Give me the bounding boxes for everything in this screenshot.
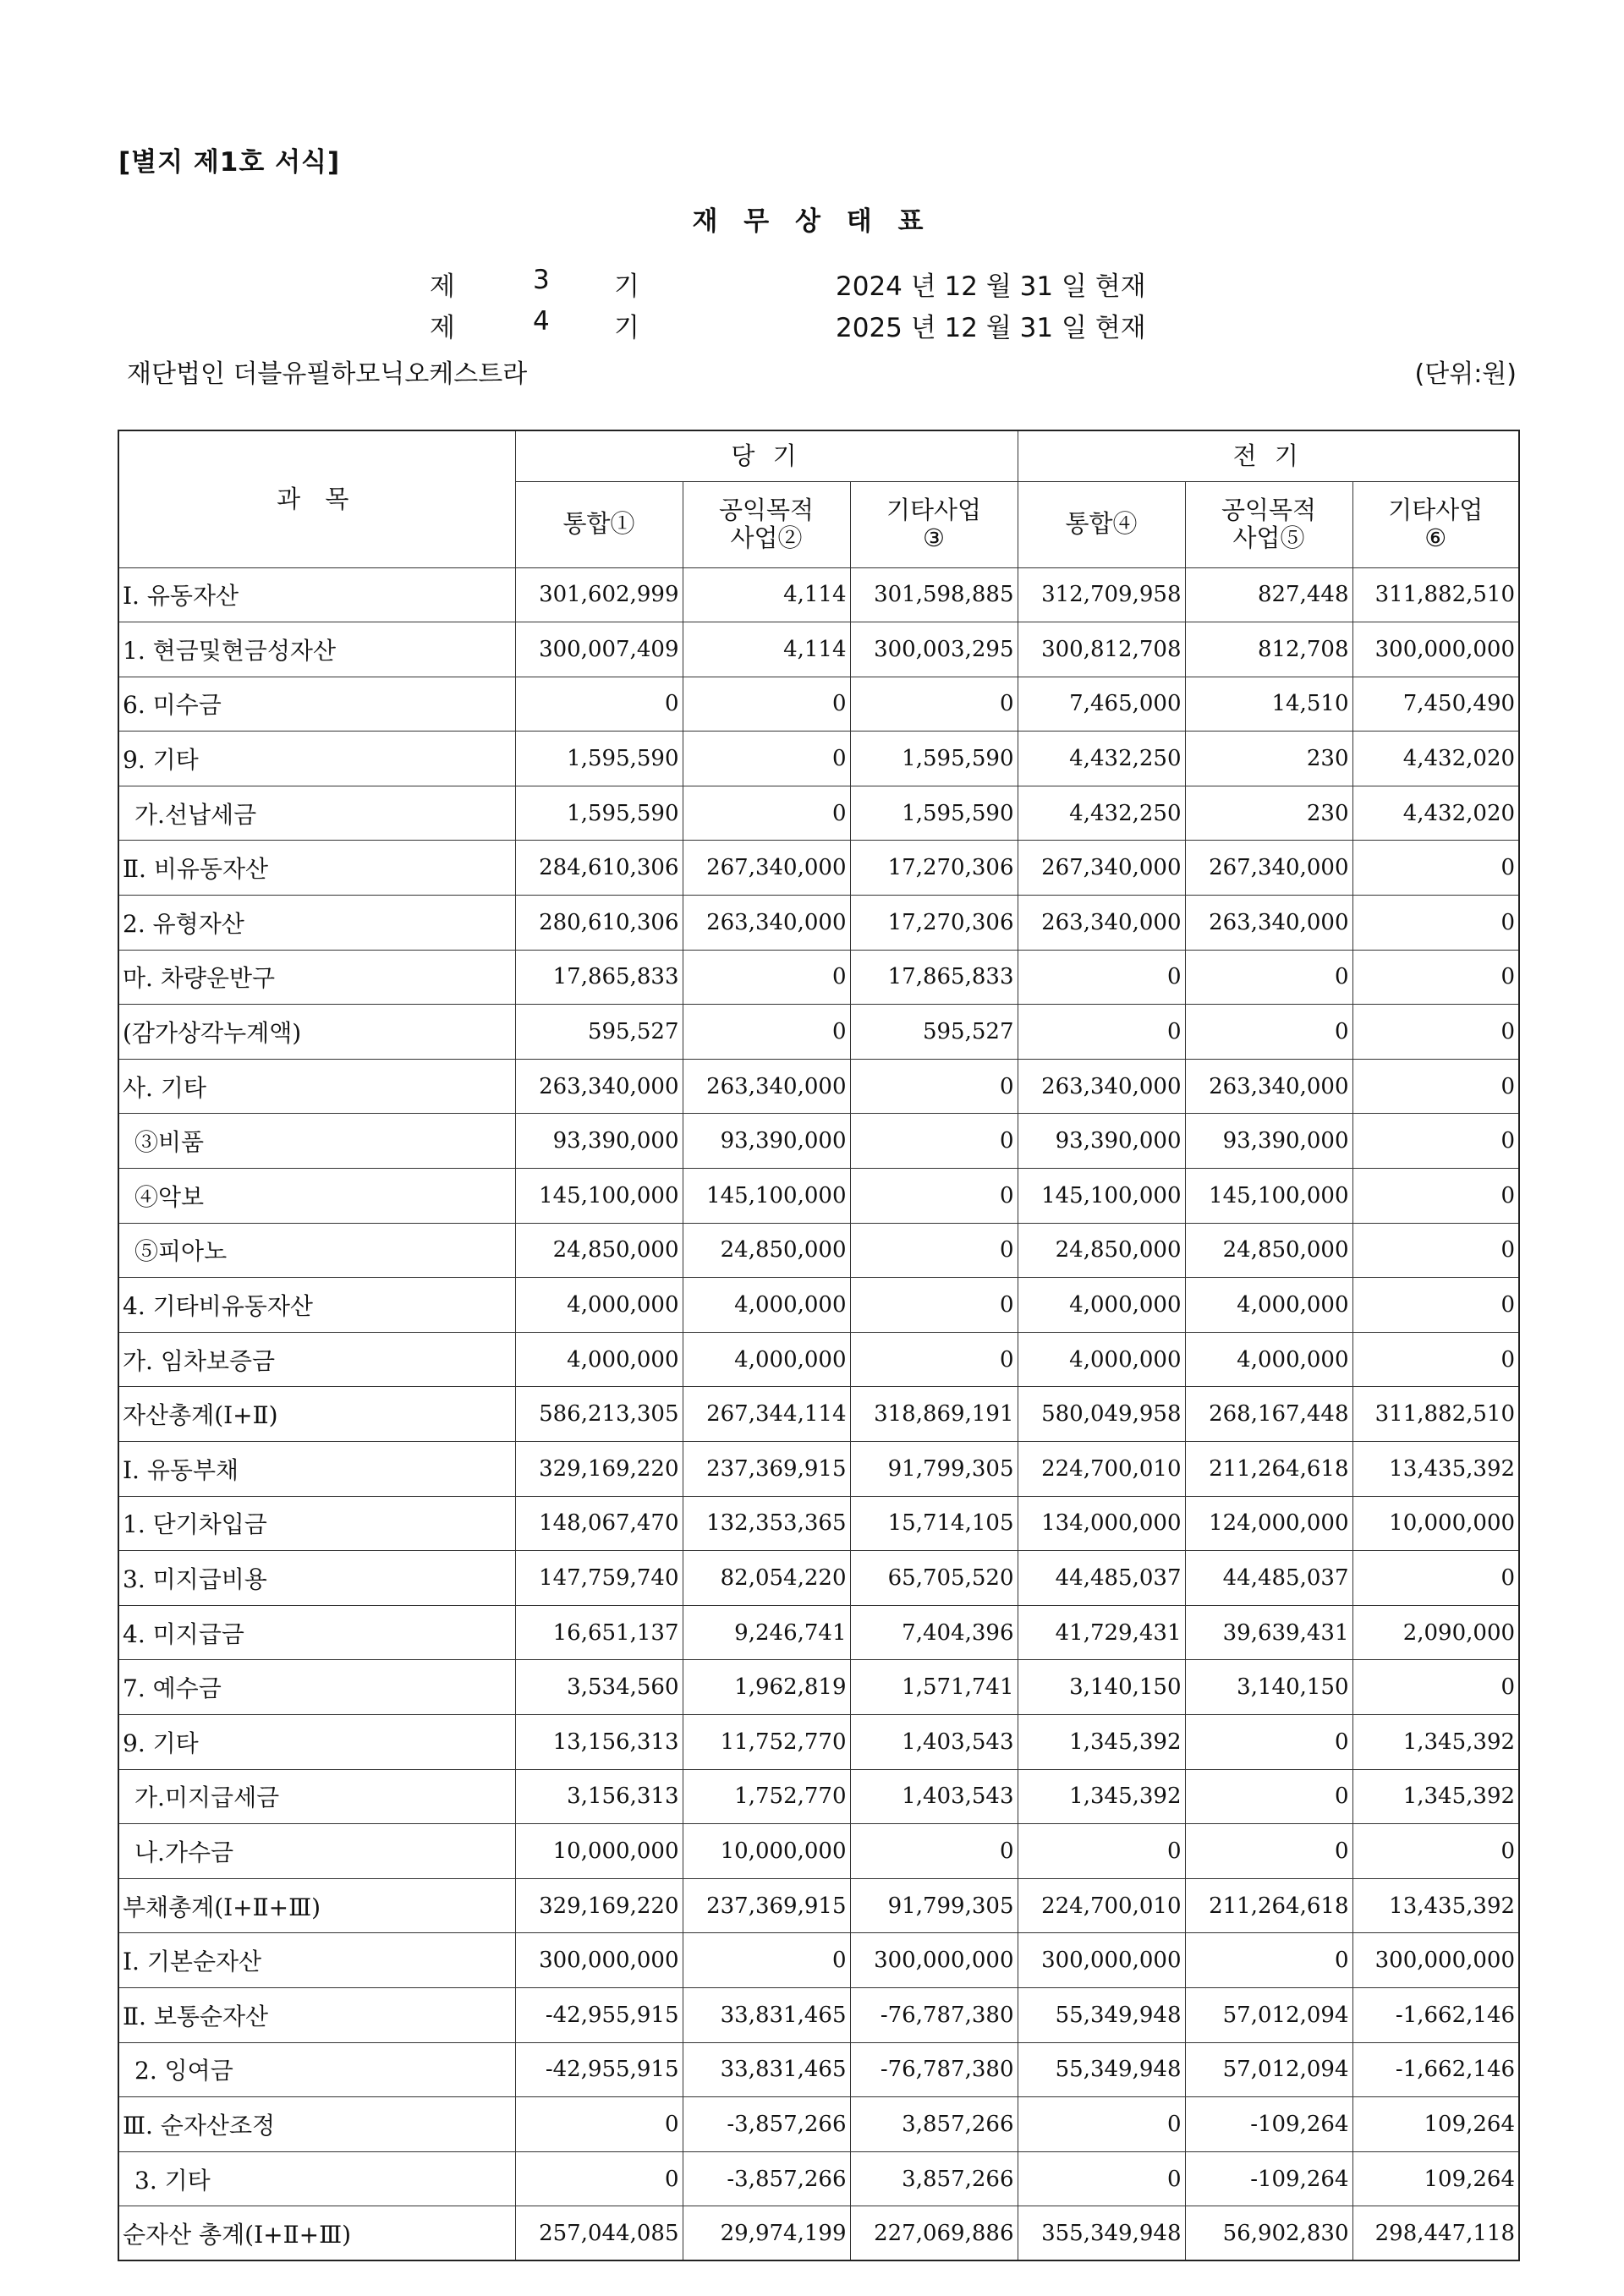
amount-cell: 0 <box>850 1059 1018 1114</box>
amount-cell: 1,595,590 <box>850 786 1018 841</box>
amount-cell: 57,012,094 <box>1185 2042 1352 2097</box>
amount-cell: 41,729,431 <box>1018 1605 1185 1660</box>
account-label: (감가상각누계액) <box>118 1005 515 1060</box>
amount-cell: 9,246,741 <box>683 1605 850 1660</box>
table-row <box>118 1278 1519 1333</box>
amount-cell: 4,432,250 <box>1018 732 1185 786</box>
amount-cell: 91,799,305 <box>850 1878 1018 1933</box>
column-header <box>683 481 850 567</box>
amount-cell: 39,639,431 <box>1185 1605 1352 1660</box>
amount-cell: 0 <box>1352 1660 1519 1715</box>
amount-cell: 0 <box>1018 2097 1185 2152</box>
amount-cell: 0 <box>1352 1114 1519 1169</box>
amount-cell: 0 <box>1352 1824 1519 1879</box>
amount-cell: 55,349,948 <box>1018 2042 1185 2097</box>
amount-cell: 56,902,830 <box>1185 2206 1352 2261</box>
amount-cell: 124,000,000 <box>1185 1496 1352 1551</box>
column-header <box>515 481 683 567</box>
amount-cell: 0 <box>1352 1551 1519 1606</box>
amount-cell: 148,067,470 <box>515 1496 683 1551</box>
amount-cell: 263,340,000 <box>683 1059 850 1114</box>
header-group-row <box>118 430 1519 481</box>
amount-cell: 0 <box>683 1933 850 1988</box>
amount-cell: 17,270,306 <box>850 896 1018 951</box>
period-je: 제 <box>430 271 455 302</box>
amount-cell: 0 <box>1352 1223 1519 1278</box>
amount-cell: 44,485,037 <box>1018 1551 1185 1606</box>
amount-cell: 263,340,000 <box>1018 896 1185 951</box>
subject-header: 과 목 <box>118 430 515 567</box>
amount-cell: 280,610,306 <box>515 896 683 951</box>
amount-cell: 33,831,465 <box>683 1987 850 2042</box>
table-row <box>118 786 1519 841</box>
account-label: 2. 잉여금 <box>118 2042 515 2097</box>
amount-cell: 24,850,000 <box>1185 1223 1352 1278</box>
amount-cell: 268,167,448 <box>1185 1387 1352 1442</box>
amount-cell: 44,485,037 <box>1185 1551 1352 1606</box>
column-header <box>1018 481 1185 567</box>
amount-cell: 7,404,396 <box>850 1605 1018 1660</box>
column-header-line: 기타사업 <box>1388 495 1484 524</box>
account-label: 가.미지급세금 <box>118 1769 515 1824</box>
organization-name: 재단법인 더블유필하모닉오케스트라 <box>127 359 528 389</box>
account-label: 1. 단기차입금 <box>118 1496 515 1551</box>
amount-cell: 1,595,590 <box>515 786 683 841</box>
amount-cell: 0 <box>1185 1769 1352 1824</box>
amount-cell: 0 <box>1352 950 1519 1005</box>
table-row <box>118 622 1519 677</box>
amount-cell: 355,349,948 <box>1018 2206 1185 2261</box>
amount-cell: 300,000,000 <box>1352 622 1519 677</box>
amount-cell: 300,812,708 <box>1018 622 1185 677</box>
amount-cell: 263,340,000 <box>515 1059 683 1114</box>
table-row <box>118 2206 1519 2261</box>
amount-cell: 11,752,770 <box>683 1714 850 1769</box>
amount-cell: 301,602,999 <box>515 567 683 622</box>
amount-cell: 284,610,306 <box>515 841 683 896</box>
column-header-line: 공익목적 <box>1221 495 1317 524</box>
table-row <box>118 1223 1519 1278</box>
amount-cell: -42,955,915 <box>515 2042 683 2097</box>
amount-cell: 16,651,137 <box>515 1605 683 1660</box>
amount-cell: 300,007,409 <box>515 622 683 677</box>
account-label: 4. 미지급금 <box>118 1605 515 1660</box>
amount-cell: 230 <box>1185 786 1352 841</box>
amount-cell: 0 <box>515 677 683 732</box>
amount-cell: 0 <box>1352 1059 1519 1114</box>
amount-cell: 211,264,618 <box>1185 1442 1352 1497</box>
amount-cell: 0 <box>1352 1332 1519 1387</box>
account-label: 3. 미지급비용 <box>118 1551 515 1606</box>
amount-cell: 0 <box>850 1278 1018 1333</box>
amount-cell: 132,353,365 <box>683 1496 850 1551</box>
amount-cell: 237,369,915 <box>683 1442 850 1497</box>
table-body <box>118 567 1519 2260</box>
account-label: 마. 차량운반구 <box>118 950 515 1005</box>
amount-cell: 4,432,250 <box>1018 786 1185 841</box>
account-label: 사. 기타 <box>118 1059 515 1114</box>
amount-cell: 3,140,150 <box>1185 1660 1352 1715</box>
table-row <box>118 1169 1519 1224</box>
table-row <box>118 1114 1519 1169</box>
amount-cell: 230 <box>1185 732 1352 786</box>
amount-cell: 300,000,000 <box>1018 1933 1185 1988</box>
amount-cell: 13,435,392 <box>1352 1878 1519 1933</box>
account-label: Ⅰ. 기본순자산 <box>118 1933 515 1988</box>
amount-cell: 15,714,105 <box>850 1496 1018 1551</box>
account-label: Ⅰ. 유동자산 <box>118 567 515 622</box>
table-row <box>118 896 1519 951</box>
amount-cell: 24,850,000 <box>1018 1223 1185 1278</box>
amount-cell: 0 <box>515 2151 683 2206</box>
amount-cell: 267,340,000 <box>683 841 850 896</box>
amount-cell: 4,000,000 <box>515 1332 683 1387</box>
amount-cell: 595,527 <box>850 1005 1018 1060</box>
column-header-line: 통합① <box>562 509 635 539</box>
table-row <box>118 1442 1519 1497</box>
amount-cell: 300,000,000 <box>850 1933 1018 1988</box>
account-label: 9. 기타 <box>118 732 515 786</box>
account-label: 나.가수금 <box>118 1824 515 1879</box>
table-row <box>118 950 1519 1005</box>
financial-position-table <box>118 430 1520 2261</box>
amount-cell: 3,140,150 <box>1018 1660 1185 1715</box>
table-row <box>118 841 1519 896</box>
amount-cell: 312,709,958 <box>1018 567 1185 622</box>
table-row <box>118 2097 1519 2152</box>
column-header <box>1185 481 1352 567</box>
amount-cell: 93,390,000 <box>1018 1114 1185 1169</box>
table-row <box>118 1878 1519 1933</box>
amount-cell: 311,882,510 <box>1352 1387 1519 1442</box>
amount-cell: 1,345,392 <box>1352 1714 1519 1769</box>
amount-cell: 263,340,000 <box>683 896 850 951</box>
table-row <box>118 1551 1519 1606</box>
account-label: 순자산 총계(Ⅰ+Ⅱ+Ⅲ) <box>118 2206 515 2261</box>
table-row <box>118 677 1519 732</box>
amount-cell: 0 <box>1352 896 1519 951</box>
amount-cell: 0 <box>1352 1169 1519 1224</box>
amount-cell: 0 <box>683 950 850 1005</box>
period-gi: 기 <box>614 313 639 343</box>
amount-cell: 145,100,000 <box>515 1169 683 1224</box>
account-label: 가.선납세금 <box>118 786 515 841</box>
amount-cell: 7,450,490 <box>1352 677 1519 732</box>
amount-cell: 298,447,118 <box>1352 2206 1519 2261</box>
table-row <box>118 567 1519 622</box>
account-label: 7. 예수금 <box>118 1660 515 1715</box>
amount-cell: 24,850,000 <box>515 1223 683 1278</box>
amount-cell: 0 <box>683 677 850 732</box>
amount-cell: 227,069,886 <box>850 2206 1018 2261</box>
amount-cell: -3,857,266 <box>683 2151 850 2206</box>
amount-cell: 3,857,266 <box>850 2151 1018 2206</box>
amount-cell: 1,345,392 <box>1018 1714 1185 1769</box>
table-row <box>118 1005 1519 1060</box>
column-header-line: ⑥ <box>1424 523 1447 552</box>
table-row <box>118 1824 1519 1879</box>
amount-cell: 17,865,833 <box>515 950 683 1005</box>
amount-cell: 3,534,560 <box>515 1660 683 1715</box>
amount-cell: 29,974,199 <box>683 2206 850 2261</box>
amount-cell: 263,340,000 <box>1185 1059 1352 1114</box>
amount-cell: 211,264,618 <box>1185 1878 1352 1933</box>
account-label: Ⅲ. 순자산조정 <box>118 2097 515 2152</box>
amount-cell: 2,090,000 <box>1352 1605 1519 1660</box>
period-date: 2025 년 12 월 31 일 현재 <box>836 313 1146 343</box>
column-header-line: 공익목적 <box>718 495 815 524</box>
amount-cell: 65,705,520 <box>850 1551 1018 1606</box>
amount-cell: 300,003,295 <box>850 622 1018 677</box>
amount-cell: 0 <box>850 1114 1018 1169</box>
amount-cell: 93,390,000 <box>1185 1114 1352 1169</box>
amount-cell: 224,700,010 <box>1018 1878 1185 1933</box>
table-row <box>118 732 1519 786</box>
amount-cell: 1,403,543 <box>850 1769 1018 1824</box>
amount-cell: 0 <box>515 2097 683 2152</box>
amount-cell: 0 <box>850 1824 1018 1879</box>
column-header <box>1352 481 1519 567</box>
amount-cell: 0 <box>1352 1005 1519 1060</box>
prior-period-header: 전 기 <box>1018 430 1519 481</box>
period-number: 4 <box>533 306 550 337</box>
amount-cell: 13,435,392 <box>1352 1442 1519 1497</box>
amount-cell: 0 <box>683 786 850 841</box>
amount-cell: -42,955,915 <box>515 1987 683 2042</box>
amount-cell: 0 <box>1185 1824 1352 1879</box>
amount-cell: 1,595,590 <box>515 732 683 786</box>
column-header-line: 통합④ <box>1065 509 1138 539</box>
amount-cell: 145,100,000 <box>1185 1169 1352 1224</box>
amount-cell: 10,000,000 <box>515 1824 683 1879</box>
amount-cell: 0 <box>1185 1933 1352 1988</box>
amount-cell: 827,448 <box>1185 567 1352 622</box>
amount-cell: 1,595,590 <box>850 732 1018 786</box>
amount-cell: 4,432,020 <box>1352 732 1519 786</box>
amount-cell: 318,869,191 <box>850 1387 1018 1442</box>
table-row <box>118 2042 1519 2097</box>
amount-cell: 10,000,000 <box>683 1824 850 1879</box>
amount-cell: 0 <box>1185 1005 1352 1060</box>
amount-cell: 93,390,000 <box>683 1114 850 1169</box>
amount-cell: 263,340,000 <box>1185 896 1352 951</box>
column-header-line: ③ <box>923 523 945 552</box>
amount-cell: 91,799,305 <box>850 1442 1018 1497</box>
amount-cell: 311,882,510 <box>1352 567 1519 622</box>
amount-cell: -76,787,380 <box>850 1987 1018 2042</box>
amount-cell: 0 <box>1352 1278 1519 1333</box>
amount-cell: 4,000,000 <box>1018 1332 1185 1387</box>
period-number: 3 <box>533 265 550 295</box>
amount-cell: 257,044,085 <box>515 2206 683 2261</box>
amount-cell: 4,000,000 <box>1185 1278 1352 1333</box>
amount-cell: 57,012,094 <box>1185 1987 1352 2042</box>
amount-cell: 17,270,306 <box>850 841 1018 896</box>
amount-cell: 263,340,000 <box>1018 1059 1185 1114</box>
amount-cell: 109,264 <box>1352 2151 1519 2206</box>
column-header-line: 기타사업 <box>886 495 982 524</box>
amount-cell: 4,114 <box>683 567 850 622</box>
amount-cell: 24,850,000 <box>683 1223 850 1278</box>
amount-cell: 145,100,000 <box>683 1169 850 1224</box>
current-period-header: 당 기 <box>515 430 1018 481</box>
amount-cell: 1,962,819 <box>683 1660 850 1715</box>
amount-cell: -76,787,380 <box>850 2042 1018 2097</box>
amount-cell: -3,857,266 <box>683 2097 850 2152</box>
period-date: 2024 년 12 월 31 일 현재 <box>836 271 1146 302</box>
amount-cell: 0 <box>1018 1824 1185 1879</box>
account-label: Ⅱ. 비유동자산 <box>118 841 515 896</box>
amount-cell: -109,264 <box>1185 2151 1352 2206</box>
amount-cell: -1,662,146 <box>1352 2042 1519 2097</box>
amount-cell: 0 <box>1185 1714 1352 1769</box>
amount-cell: 1,752,770 <box>683 1769 850 1824</box>
amount-cell: 93,390,000 <box>515 1114 683 1169</box>
table-row <box>118 1987 1519 2042</box>
amount-cell: 0 <box>850 1169 1018 1224</box>
table-row <box>118 1496 1519 1551</box>
amount-cell: 33,831,465 <box>683 2042 850 2097</box>
amount-cell: 0 <box>683 732 850 786</box>
amount-cell: 301,598,885 <box>850 567 1018 622</box>
amount-cell: 134,000,000 <box>1018 1496 1185 1551</box>
account-label: ⑤피아노 <box>118 1223 515 1278</box>
amount-cell: 14,510 <box>1185 677 1352 732</box>
amount-cell: 300,000,000 <box>1352 1933 1519 1988</box>
column-header-line: 사업② <box>730 523 803 552</box>
amount-cell: 55,349,948 <box>1018 1987 1185 2042</box>
table-row <box>118 1059 1519 1114</box>
table-row <box>118 1660 1519 1715</box>
amount-cell: 3,156,313 <box>515 1769 683 1824</box>
table-row <box>118 2151 1519 2206</box>
amount-cell: 0 <box>850 677 1018 732</box>
table-row <box>118 1769 1519 1824</box>
amount-cell: 4,000,000 <box>515 1278 683 1333</box>
amount-cell: 1,345,392 <box>1018 1769 1185 1824</box>
amount-cell: 267,344,114 <box>683 1387 850 1442</box>
period-row-prior <box>0 265 1624 302</box>
amount-cell: 0 <box>683 1005 850 1060</box>
table-row <box>118 1933 1519 1988</box>
amount-cell: 4,000,000 <box>1185 1332 1352 1387</box>
amount-cell: 4,114 <box>683 622 850 677</box>
form-label: [별지 제1호 서식] <box>118 147 341 178</box>
account-label: 2. 유형자산 <box>118 896 515 951</box>
amount-cell: 145,100,000 <box>1018 1169 1185 1224</box>
amount-cell: 224,700,010 <box>1018 1442 1185 1497</box>
column-header <box>850 481 1018 567</box>
table-row <box>118 1387 1519 1442</box>
amount-cell: 0 <box>1018 950 1185 1005</box>
amount-cell: 10,000,000 <box>1352 1496 1519 1551</box>
amount-cell: 4,000,000 <box>683 1332 850 1387</box>
amount-cell: 237,369,915 <box>683 1878 850 1933</box>
amount-cell: 7,465,000 <box>1018 677 1185 732</box>
account-label: 가. 임차보증금 <box>118 1332 515 1387</box>
amount-cell: 329,169,220 <box>515 1878 683 1933</box>
account-label: 부채총계(Ⅰ+Ⅱ+Ⅲ) <box>118 1878 515 1933</box>
amount-cell: 17,865,833 <box>850 950 1018 1005</box>
amount-cell: 267,340,000 <box>1185 841 1352 896</box>
account-label: 9. 기타 <box>118 1714 515 1769</box>
period-row-current <box>0 306 1624 343</box>
amount-cell: 0 <box>850 1223 1018 1278</box>
amount-cell: 580,049,958 <box>1018 1387 1185 1442</box>
amount-cell: 4,000,000 <box>1018 1278 1185 1333</box>
unit-label: (단위:원) <box>1414 359 1517 389</box>
amount-cell: 267,340,000 <box>1018 841 1185 896</box>
amount-cell: 595,527 <box>515 1005 683 1060</box>
amount-cell: 109,264 <box>1352 2097 1519 2152</box>
amount-cell: 812,708 <box>1185 622 1352 677</box>
amount-cell: 13,156,313 <box>515 1714 683 1769</box>
amount-cell: 0 <box>850 1332 1018 1387</box>
period-gi: 기 <box>614 271 639 302</box>
amount-cell: 3,857,266 <box>850 2097 1018 2152</box>
amount-cell: 300,000,000 <box>515 1933 683 1988</box>
account-label: ③비품 <box>118 1114 515 1169</box>
amount-cell: -1,662,146 <box>1352 1987 1519 2042</box>
amount-cell: 4,000,000 <box>683 1278 850 1333</box>
column-header-line: 사업⑤ <box>1232 523 1305 552</box>
account-label: 1. 현금및현금성자산 <box>118 622 515 677</box>
table-row <box>118 1605 1519 1660</box>
amount-cell: 329,169,220 <box>515 1442 683 1497</box>
account-label: Ⅱ. 보통순자산 <box>118 1987 515 2042</box>
account-label: ④악보 <box>118 1169 515 1224</box>
table-row <box>118 1332 1519 1387</box>
account-label: 자산총계(Ⅰ+Ⅱ) <box>118 1387 515 1442</box>
amount-cell: 147,759,740 <box>515 1551 683 1606</box>
amount-cell: 0 <box>1185 950 1352 1005</box>
document-title: 재 무 상 태 표 <box>692 206 932 237</box>
amount-cell: 4,432,020 <box>1352 786 1519 841</box>
account-label: Ⅰ. 유동부채 <box>118 1442 515 1497</box>
period-je: 제 <box>430 313 455 343</box>
account-label: 6. 미수금 <box>118 677 515 732</box>
account-label: 4. 기타비유동자산 <box>118 1278 515 1333</box>
amount-cell: 1,403,543 <box>850 1714 1018 1769</box>
table-row <box>118 1714 1519 1769</box>
amount-cell: 0 <box>1018 1005 1185 1060</box>
amount-cell: 0 <box>1018 2151 1185 2206</box>
amount-cell: 82,054,220 <box>683 1551 850 1606</box>
account-label: 3. 기타 <box>118 2151 515 2206</box>
amount-cell: -109,264 <box>1185 2097 1352 2152</box>
amount-cell: 1,571,741 <box>850 1660 1018 1715</box>
amount-cell: 1,345,392 <box>1352 1769 1519 1824</box>
amount-cell: 586,213,305 <box>515 1387 683 1442</box>
amount-cell: 0 <box>1352 841 1519 896</box>
